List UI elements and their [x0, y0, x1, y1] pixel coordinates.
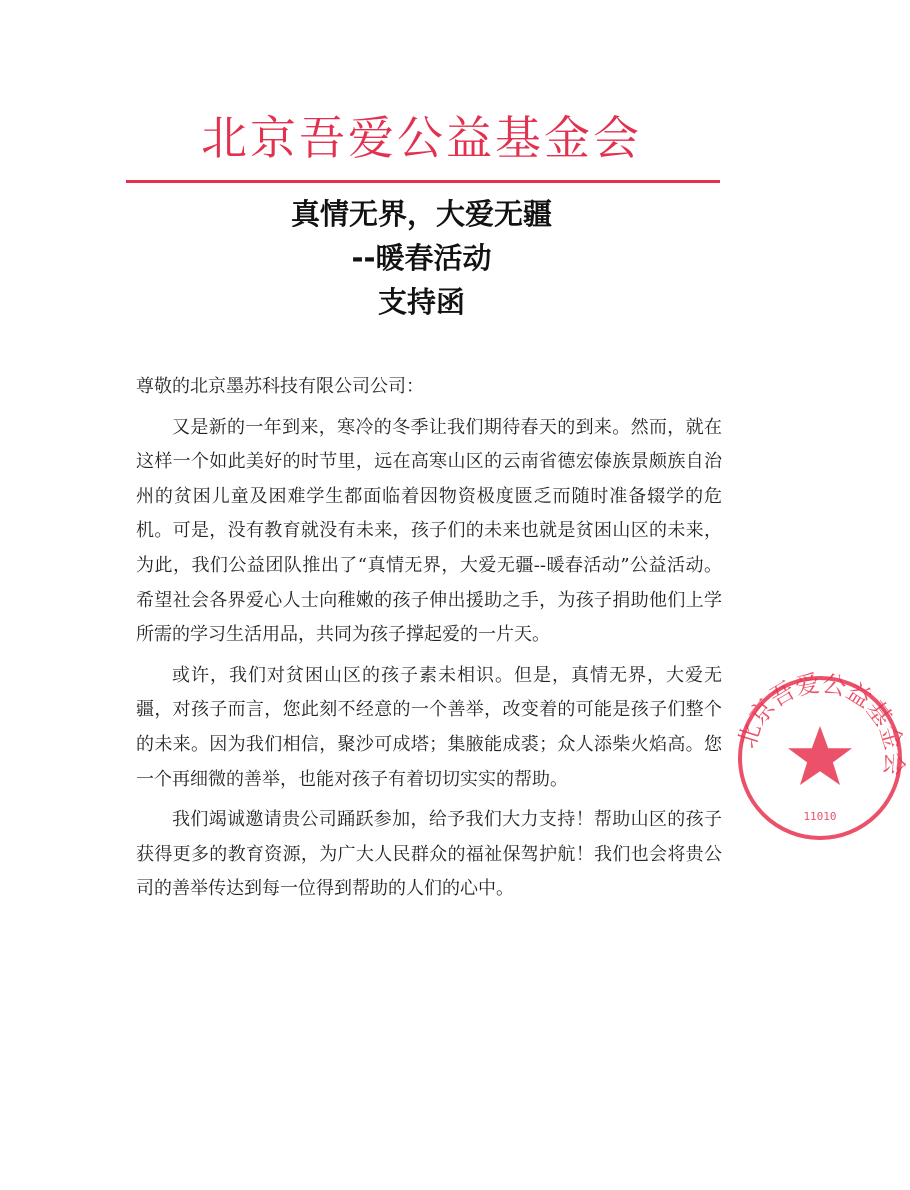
paragraph-3: 我们竭诚邀请贵公司踊跃参加，给予我们大力支持！帮助山区的孩子获得更多的教育资源，为广大人民群众的福祉保驾护航！我们也会将贵公司的善举传达到每一位得到帮助的人们的心中。 [136, 809, 722, 900]
paragraph-1: 又是新的一年到来，寒冷的冬季让我们期待春天的到来。然而，就在这样一个如此美好的时节里，远在高寒山区的云南省德宏傣族景颇族自治州的贫困儿童及困难学生都面临着因物资极度匮乏而随时准备辍学的危机。可是，没有教育就没有未来，孩子们的未来也就是贫困山区的未来，为此，我们公益团队推出了“真情无界，大爱无疆--暖春活动”公益活动。希望社会各界爱心人士向稚嫩的孩子伸出援助之手，为孩子捐助他们上学所需的学习生活用品，共同为孩子撑起爱的一片天。 [136, 416, 722, 646]
letterhead-divider [126, 180, 720, 183]
salutation: 尊敬的北京墨苏科技有限公司公司： [136, 376, 424, 397]
star-icon [788, 726, 852, 785]
title-line-3: 支持函 [377, 285, 465, 319]
paragraph-2: 或许，我们对贫困山区的孩子素未相识。但是，真情无界，大爱无疆，对孩子而言，您此刻不经意的一个善举，改变着的可能是孩子们整个的未来。因为我们相信，聚沙可成塔；集腋能成裘；众人添柴火焰高。您一个再细微的善举，也能对孩子有着切切实实的帮助。 [136, 664, 722, 790]
title-line-1: 真情无界，大爱无疆 [290, 197, 552, 231]
title-line-2: --暖春活动 [351, 241, 492, 275]
letter-title [0, 192, 843, 324]
official-seal-stamp [730, 668, 910, 848]
seal-text: 北京吾爱公益基金会 [732, 669, 909, 777]
seal-number: 11010 [803, 810, 837, 823]
letterhead-org-name: 北京吾爱公益基金会 [201, 111, 642, 165]
letter-body [136, 370, 722, 913]
